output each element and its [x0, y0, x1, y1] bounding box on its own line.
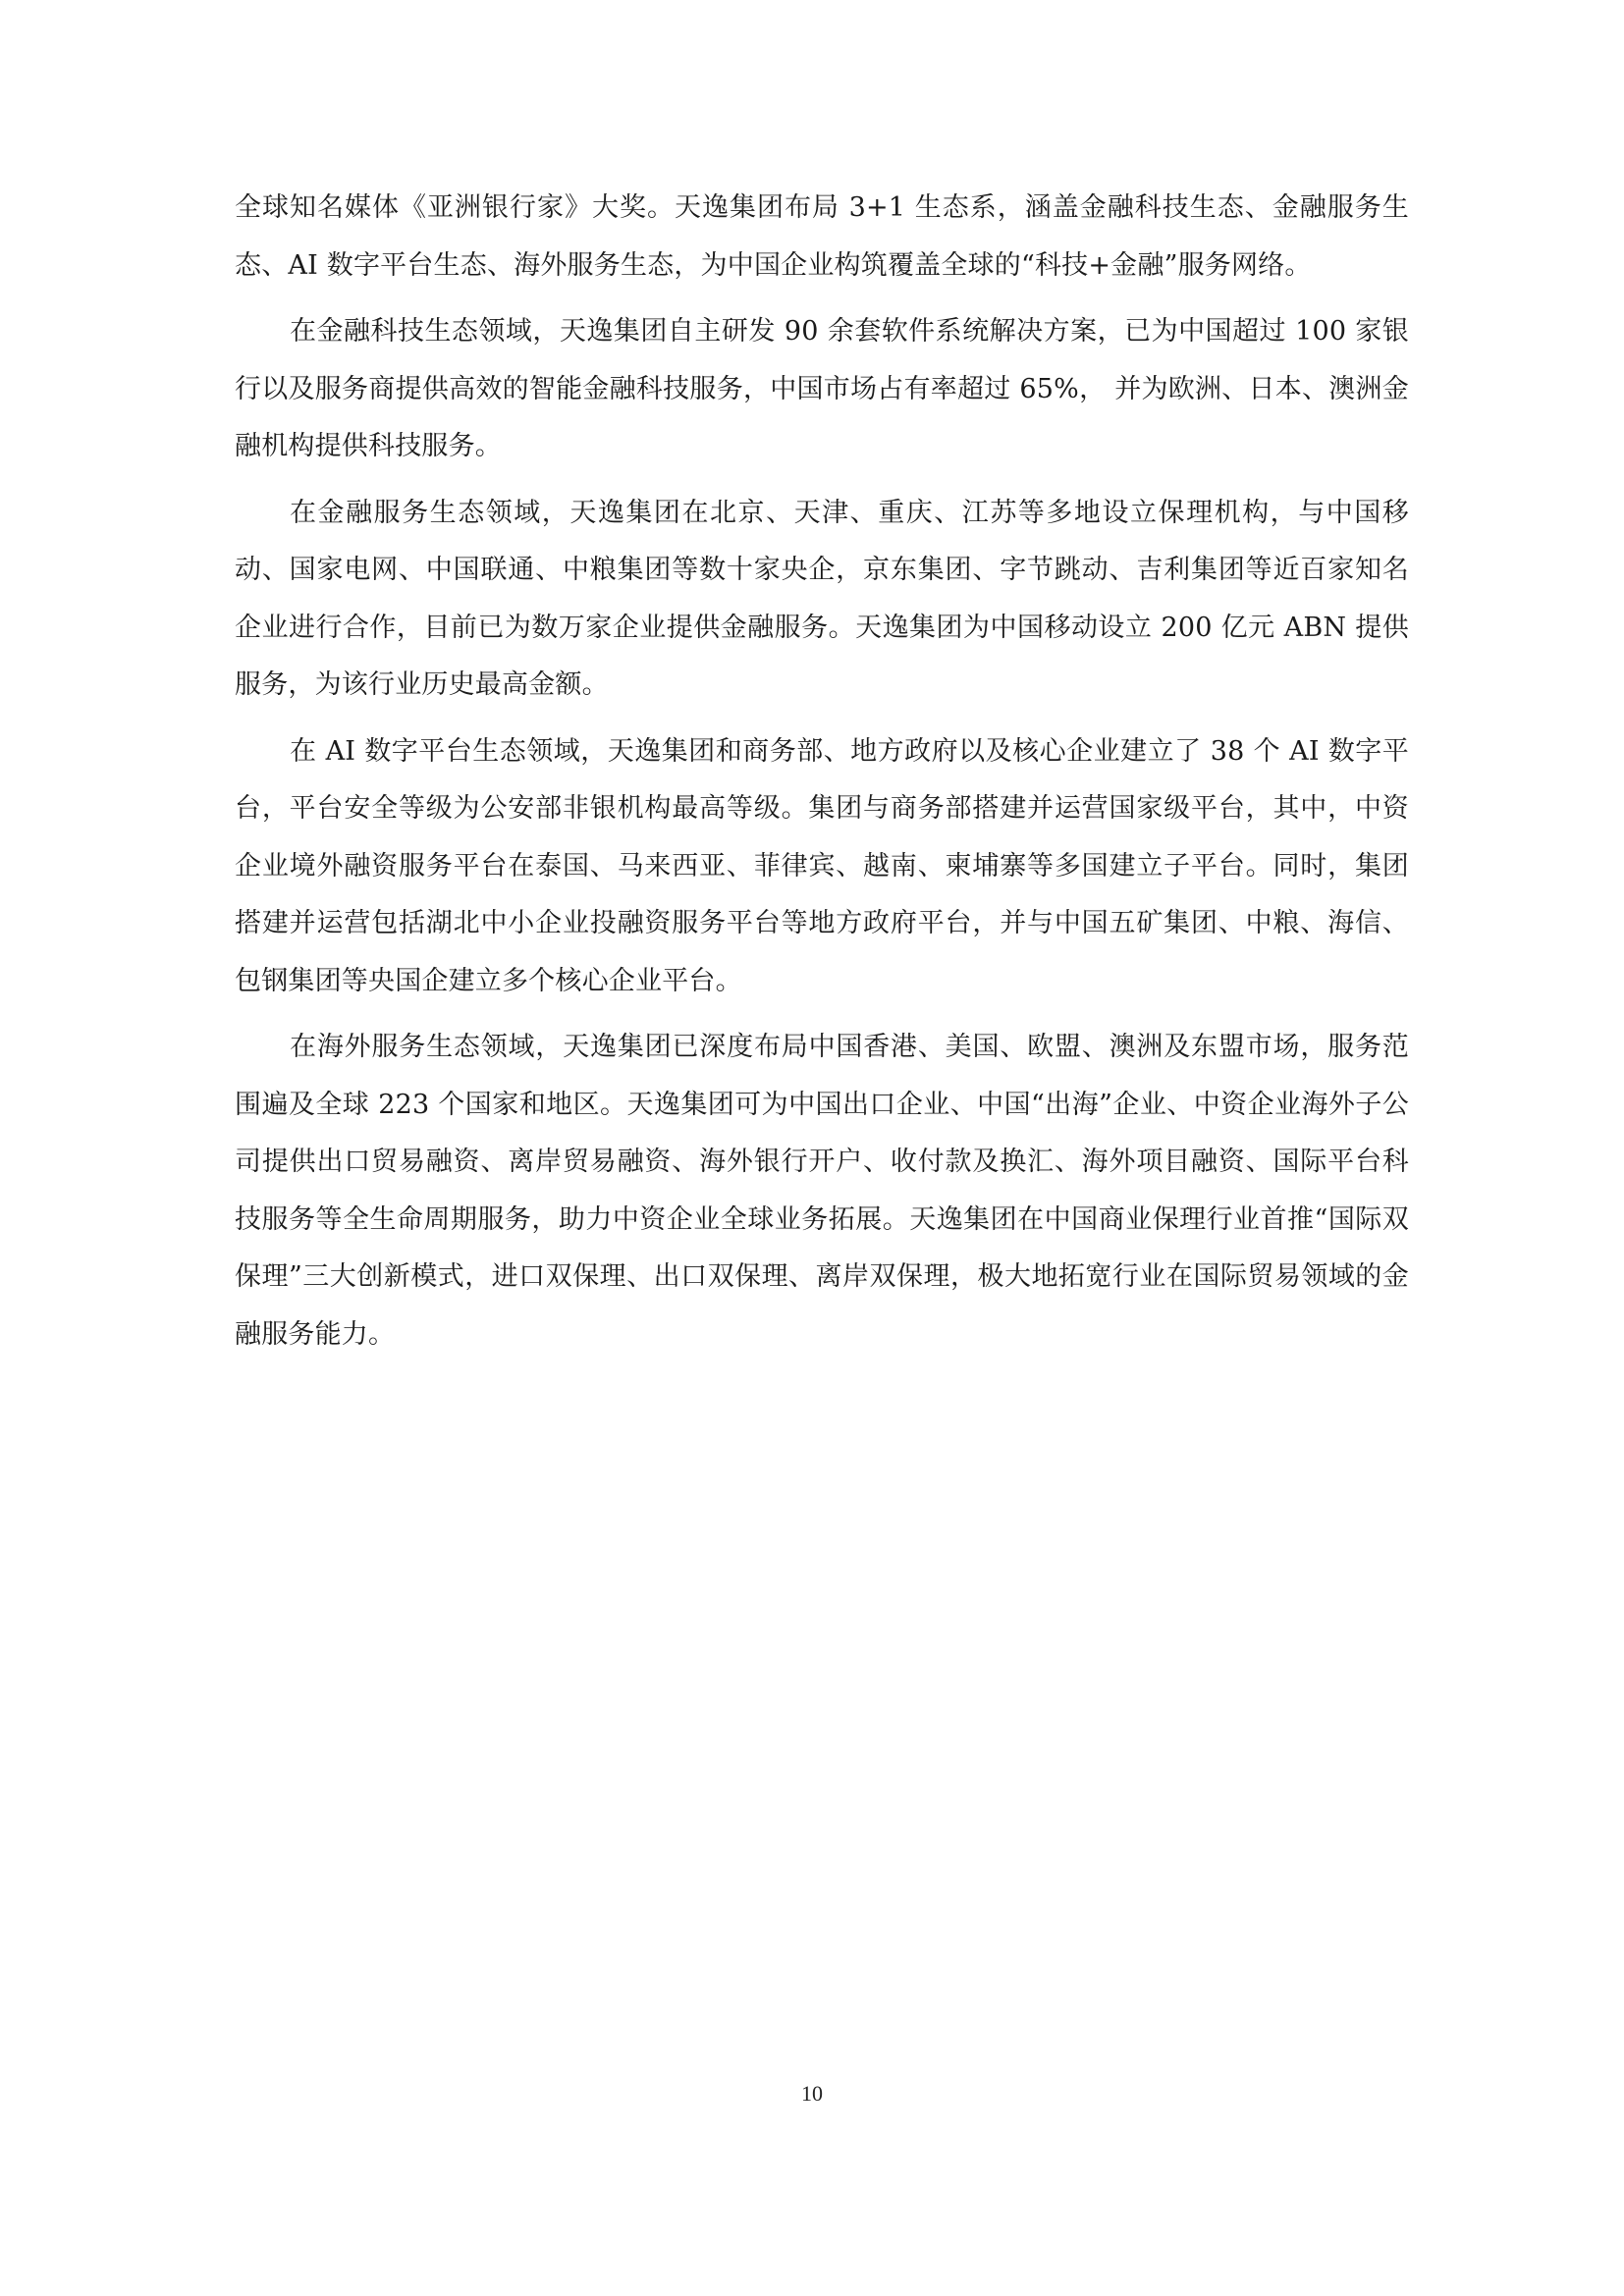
paragraph-fintech-ecosystem: 在金融科技生态领域，天逸集团自主研发 90 余套软件系统解决方案，已为中国超过 100 家银行以及服务商提供高效的智能金融科技服务，中国市场占有率超过 65%， 并为欧洲、日本、澳洲金融机构提供科技服务。 — [235, 316, 1409, 461]
paragraph-overseas-services-ecosystem: 在海外服务生态领域，天逸集团已深度布局中国香港、美国、欧盟、澳洲及东盟市场，服务范围遍及全球 223 个国家和地区。天逸集团可为中国出口企业、中国“出海”企业、中资企业海外子公司提供出口贸易融资、离岸贸易融资、海外银行开户、收付款及换汇、海外项目融资、国际平台科技服务等全生命周期服务，助力中资企业全球业务拓展。天逸集团在中国商业保理行业首推“国际双保理”三大创新模式，进口双保理、出口双保理、离岸双保理，极大地拓宽行业在国际贸易领域的金融服务能力。 — [235, 1032, 1409, 1350]
paragraph-ai-platform-ecosystem: 在 AI 数字平台生态领域，天逸集团和商务部、地方政府以及核心企业建立了 38 个 AI 数字平台，平台安全等级为公安部非银机构最高等级。集团与商务部搭建并运营国家级平台，其中，中资企业境外融资服务平台在泰国、马来西亚、菲律宾、越南、柬埔寨等多国建立子平台。同时，集团搭建并运营包括湖北中小企业投融资服务平台等地方政府平台，并与中国五矿集团、中粮、海信、包钢集团等央国企建立多个核心企业平台。 — [235, 735, 1409, 996]
paragraph-financial-services-ecosystem: 在金融服务生态领域，天逸集团在北京、天津、重庆、江苏等多地设立保理机构，与中国移动、国家电网、中国联通、中粮集团等数十家央企，京东集团、字节跳动、吉利集团等近百家知名企业进行合作，目前已为数万家企业提供金融服务。天逸集团为中国移动设立 200 亿元 ABN 提供服务，为该行业历史最高金额。 — [235, 497, 1409, 700]
body-text — [235, 180, 1409, 1372]
page-number: 10 — [801, 2081, 823, 2106]
paragraph-intro-continuation: 全球知名媒体《亚洲银行家》大奖。天逸集团布局 3+1 生态系，涵盖金融科技生态、金融服务生态、AI 数字平台生态、海外服务生态，为中国企业构筑覆盖全球的“科技+金融”服务网络。 — [235, 192, 1409, 281]
